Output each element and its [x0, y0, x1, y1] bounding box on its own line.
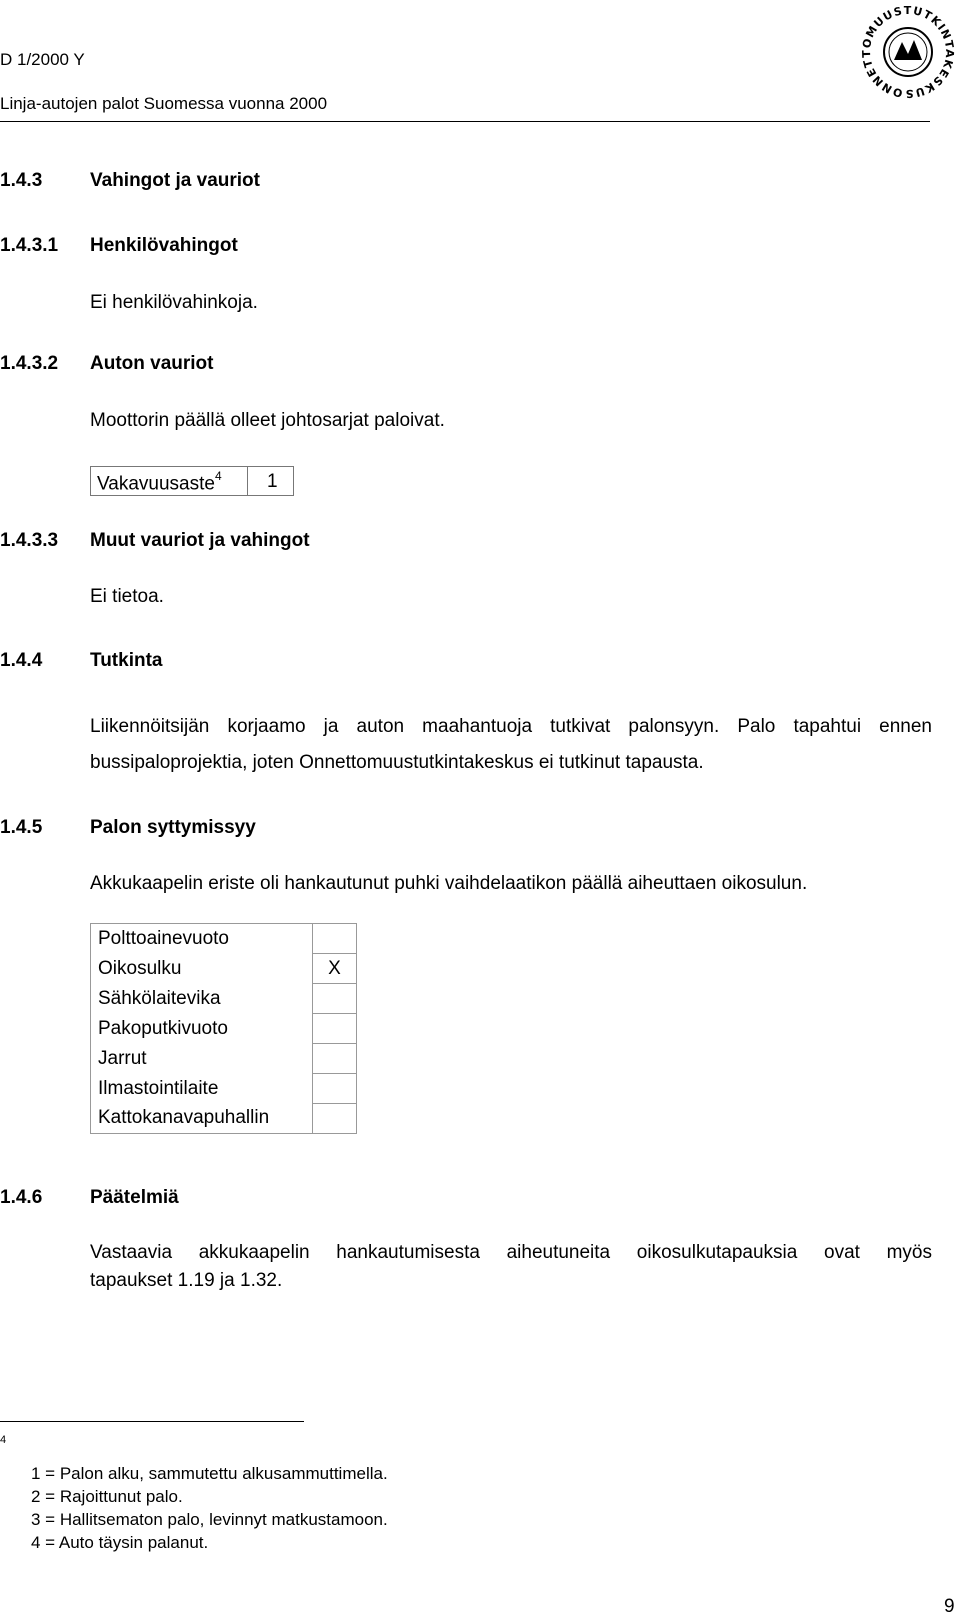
section-text: Moottorin päällä olleet johtosarjat paloivat.: [90, 410, 445, 431]
footnote-marker: 4: [0, 1434, 7, 1446]
table-row: [91, 1104, 357, 1134]
footnote-item: 2 = Rajoittunut palo.: [31, 1487, 183, 1506]
severity-label: Vakavuusaste$^4$: [97, 469, 222, 495]
section-text: Akkukaapelin eriste oli hankautunut puhki vaihdelaatikon päällä aiheuttaen oikosulun.: [90, 873, 808, 894]
section-text: Ei henkilövahinkoja.: [90, 292, 258, 313]
section-number: 1.4.3.3: [0, 530, 59, 551]
cause-name: Ilmastointilaite: [91, 1074, 313, 1104]
footnote-item: 1 = Palon alku, sammutettu alkusammuttimella.: [31, 1464, 388, 1483]
section-heading: Päätelmiä: [90, 1187, 179, 1208]
section-heading: Tutkinta: [90, 650, 163, 671]
section-heading: Auton vauriot: [90, 353, 214, 374]
cause-mark: [313, 1104, 357, 1134]
cause-mark: [313, 1044, 357, 1074]
section-number: 1.4.6: [0, 1187, 43, 1208]
cause-name: Oikosulku: [91, 954, 313, 984]
section-heading: Vahingot ja vauriot: [90, 170, 260, 191]
header-rule: [0, 121, 930, 122]
cause-mark: [313, 1074, 357, 1104]
cause-name: Sähkölaitevika: [91, 984, 313, 1014]
section-text-cont: bussipaloprojektia, joten Onnettomuustutkintakeskus ei tutkinut tapausta.: [90, 752, 704, 773]
footnote-item: 3 = Hallitsematon palo, levinnyt matkustamoon.: [31, 1510, 388, 1529]
page-number: 9: [944, 1596, 955, 1617]
section-number: 1.4.3: [0, 170, 43, 191]
document-subtitle: Linja-autojen palot Suomessa vuonna 2000: [0, 94, 328, 113]
footnote-ref: 4: [214, 469, 222, 483]
svg-text:ONNETTOMUUSTUTKINTAKESKUS: ONNETTOMUUSTUTKINTAKESKUS: [859, 3, 957, 100]
table-row: [91, 1014, 357, 1044]
section-text-cont: tapaukset 1.19 ja 1.32.: [90, 1270, 283, 1291]
cause-name: Kattokanavapuhallin: [91, 1104, 313, 1134]
table-row: [91, 1044, 357, 1074]
table-row: [91, 984, 357, 1014]
cause-name: Polttoainevuoto: [91, 924, 313, 954]
cause-mark: [313, 924, 357, 954]
cause-mark: [313, 984, 357, 1014]
cause-name: Jarrut: [91, 1044, 313, 1074]
section-number: 1.4.3.1: [0, 235, 59, 256]
section-text: Vastaavia akkukaapelin hankautumisesta aiheutuneita oikosulkutapauksia ovat myös: [90, 1242, 932, 1263]
document-id: D 1/2000 Y: [0, 50, 85, 69]
cause-name: Pakoputkivuoto: [91, 1014, 313, 1044]
section-text: Ei tietoa.: [90, 586, 164, 607]
section-text: Liikennöitsijän korjaamo ja auton maahantuoja tutkivat palonsyyn. Palo tapahtui ennen: [90, 716, 932, 737]
cause-mark: [313, 1014, 357, 1044]
section-heading: Henkilövahingot: [90, 235, 238, 256]
cause-mark: X: [313, 954, 357, 984]
section-heading: Palon syttymissyy: [90, 817, 256, 838]
agency-logo-seal: [856, 0, 960, 100]
section-number: 1.4.4: [0, 650, 43, 671]
footnote-rule: [0, 1421, 304, 1422]
severity-box: [90, 466, 294, 496]
section-heading: Muut vauriot ja vahingot: [90, 530, 310, 551]
severity-divider: [247, 467, 248, 495]
section-number: 1.4.3.2: [0, 353, 59, 374]
table-row: [91, 1074, 357, 1104]
section-number: 1.4.5: [0, 817, 43, 838]
table-row: [91, 954, 357, 984]
footnote-item: 4 = Auto täysin palanut.: [31, 1533, 209, 1552]
fire-cause-table: [90, 923, 357, 1134]
severity-value: 1: [267, 471, 278, 492]
table-row: [91, 924, 357, 954]
